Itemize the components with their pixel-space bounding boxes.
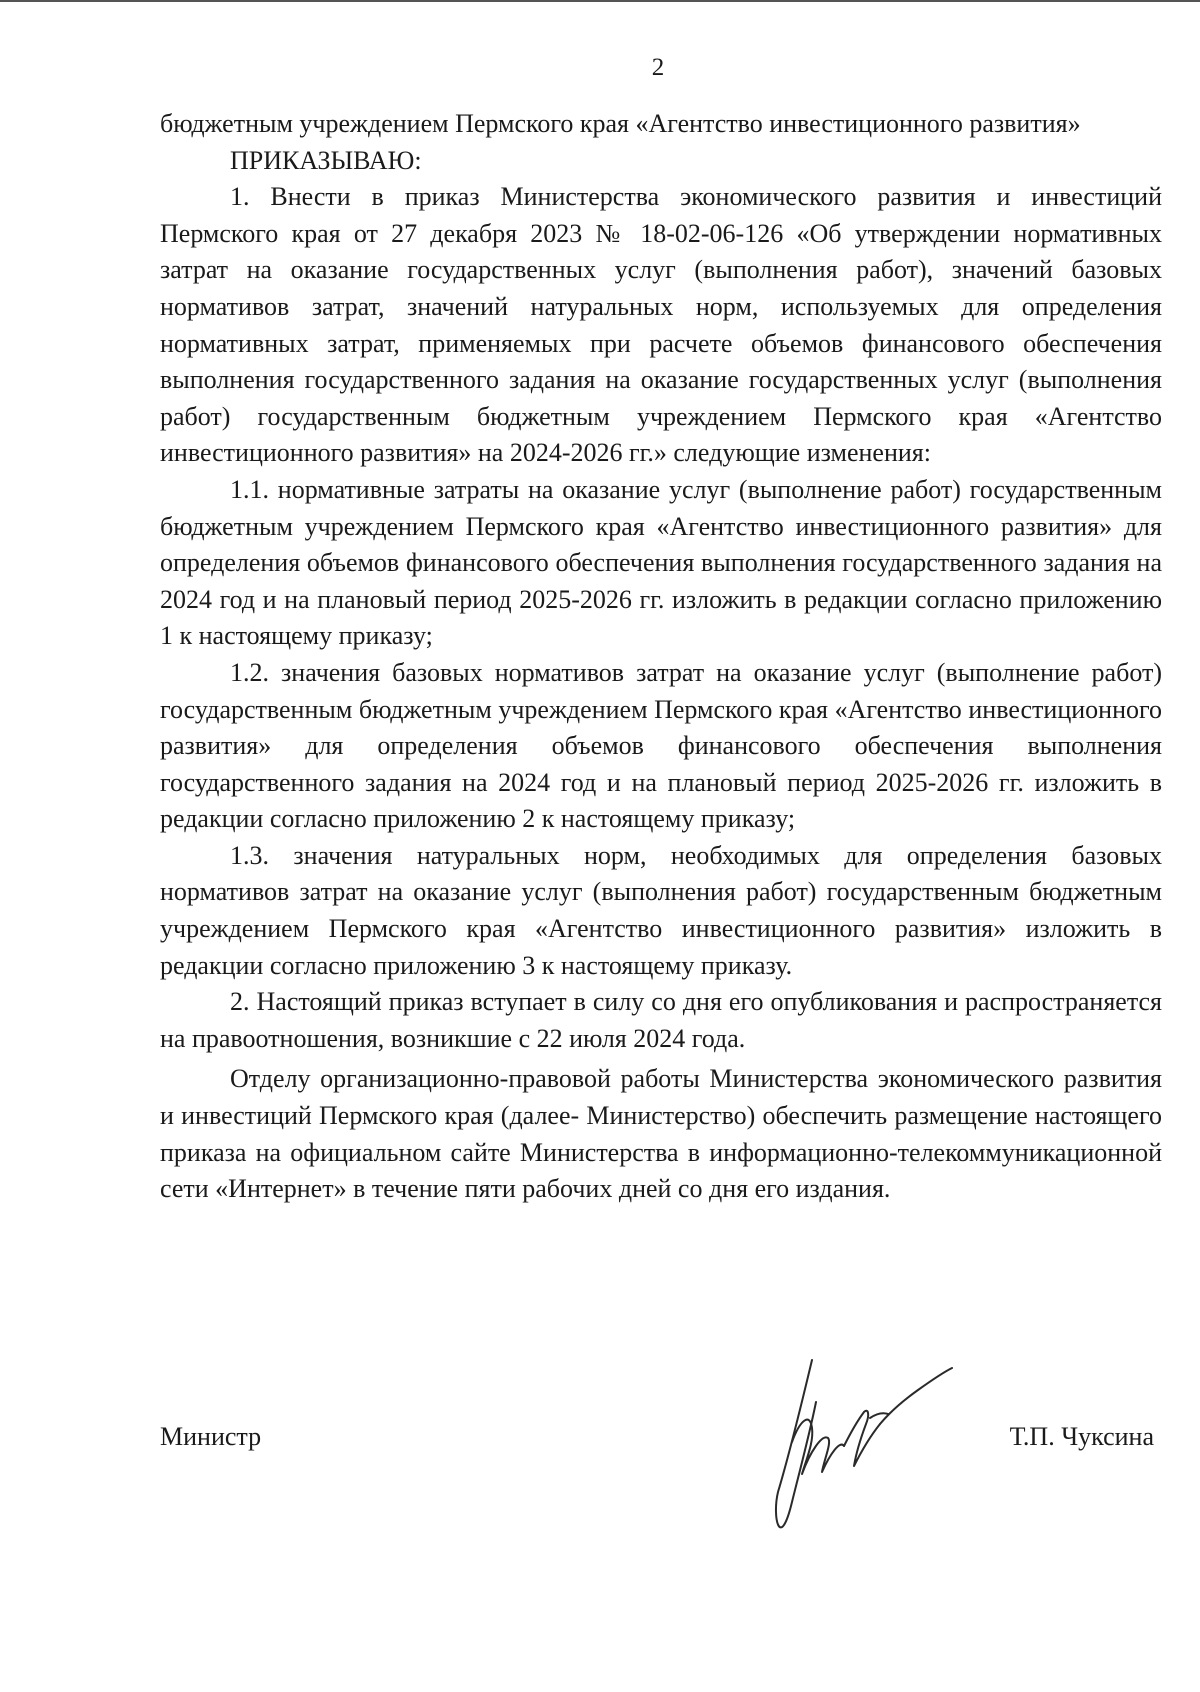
paragraph-item-2: 2. Настоящий приказ вступает в силу со дня его опубликования и распространяется на правоотношения, возникшие с 22 июля 2024 года. (160, 987, 1162, 1053)
paragraph-publication: Отделу организационно-правовой работы Министерства экономического развития и инвестиций Пермского края (далее- Министерство) обеспечить размещение настоящего приказа на официальном сайте Министерства в информационно-телекоммуникационной сети «Интернет» в течение пяти рабочих дней со дня его издания. (160, 1064, 1162, 1204)
page-number: 2 (651, 54, 665, 81)
signer-name: Т.П. Чуксина (1009, 1422, 1154, 1451)
signer-position: Министр (160, 1422, 262, 1451)
paragraph-item-1-3: 1.3. значения натуральных норм, необходимых для определения базовых нормативов затрат на оказание услуг (выполнения работ) государственным бюджетным учреждением Пермского края «Агентство инвестиционного развития» изложить в редакции согласно приложению 3 к настоящему приказу. (160, 840, 1162, 980)
paragraph-item-1-1: 1.1. нормативные затраты на оказание услуг (выполнение работ) государственным бюджетным учреждением Пермского края «Агентство инвестиционного развития» для определения объемов финансового обеспечения выполнения государственного задания на 2024 год и на плановый период 2025-2026 гг. изложить в редакции согласно приложению 1 к настоящему приказу; (160, 474, 1162, 651)
handwritten-signature-icon (772, 1342, 982, 1552)
paragraph-item-1-2: 1.2. значения базовых нормативов затрат на оказание услуг (выполнение работ) государственным бюджетным учреждением Пермского края «Агентство инвестиционного развития» для определения объемов финансового обеспечения выполнения государственного задания на 2024 год и на плановый период 2025-2026 гг. изложить в редакции согласно приложению 2 к настоящему приказу; (160, 657, 1162, 834)
order-keyword: ПРИКАЗЫВАЮ: (230, 145, 422, 175)
document-body (160, 106, 1162, 1208)
paragraph-item-1: 1. Внести в приказ Министерства экономического развития и инвестиций Пермского края от 27 декабря 2023 № 18-02-06-126 «Об утверждении нормативных затрат на оказание государственных услуг (выполнения работ), значений базовых нормативов затрат, значений натуральных норм, используемых для определения нормативных затрат, применяемых при расчете объемов финансового обеспечения выполнения государственного задания на оказание государственных услуг (выполнения работ) государственным бюджетным учреждением Пермского края «Агентство инвестиционного развития» на 2024-2026 гг.» следующие изменения: (160, 182, 1162, 468)
paragraph-continuation: бюджетным учреждением Пермского края «Агентство инвестиционного развития» (160, 109, 1081, 138)
signature-block (160, 1422, 1162, 1462)
